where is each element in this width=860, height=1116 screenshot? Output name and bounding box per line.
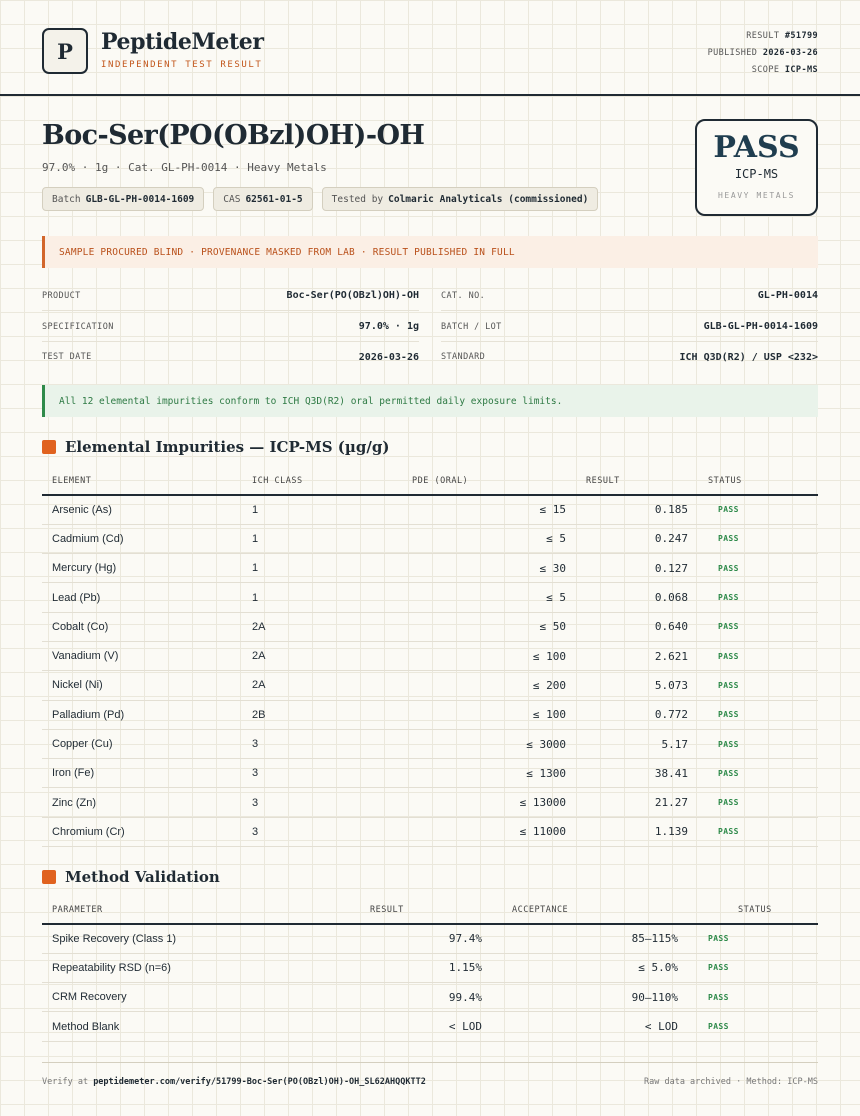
stamp-method: ICP-MS: [734, 167, 779, 181]
status-badge: PASS: [698, 524, 818, 553]
table-row: [42, 729, 818, 758]
pde-cell: ≤ 1300: [402, 759, 576, 788]
ich-class-cell: 2A: [242, 671, 402, 700]
info-test-date: [42, 342, 419, 372]
pde-cell: ≤ 30: [402, 554, 576, 583]
info-value: ICH Q3D(R2) / USP <232>: [679, 351, 818, 363]
ich-class-cell: 3: [242, 817, 402, 846]
verify-text: Verify at peptidemeter.com/verify/51799-Boc-Ser(PO(OBzl)OH)-OH_SL62AHQQKTT2: [42, 1077, 426, 1087]
conformance-note: All 12 elemental impurities conform to ICH Q3D(R2) oral permitted daily exposure limits.: [42, 385, 818, 417]
table-row: [42, 612, 818, 641]
ich-class-cell: 2A: [242, 612, 402, 641]
status-badge: PASS: [698, 583, 818, 612]
element-cell: Vanadium (V): [42, 641, 242, 670]
info-label: SPECIFICATION: [42, 321, 114, 332]
column-header: ICH CLASS: [242, 467, 402, 495]
parameter-cell: Repeatability RSD (n=6): [42, 953, 302, 982]
element-cell: Cobalt (Co): [42, 612, 242, 641]
element-cell: Arsenic (As): [42, 495, 242, 524]
procurement-banner: SAMPLE PROCURED BLIND · PROVENANCE MASKED FROM LAB · RESULT PUBLISHED IN FULL: [42, 236, 818, 268]
report-footer: [42, 1062, 818, 1087]
info-value: GL-PH-0014: [757, 290, 818, 301]
status-badge: PASS: [698, 700, 818, 729]
batch-chip: Batch GLB-GL-PH-0014-1609: [42, 187, 204, 211]
table-row: [42, 700, 818, 729]
status-badge: PASS: [688, 1012, 818, 1041]
pde-cell: ≤ 200: [402, 671, 576, 700]
parameter-cell: CRM Recovery: [42, 983, 302, 1012]
validation-table: [42, 896, 818, 1042]
result-cell: 38.41: [576, 759, 698, 788]
result-cell: 1.139: [576, 817, 698, 846]
ich-class-cell: 1: [242, 554, 402, 583]
status-badge: PASS: [698, 671, 818, 700]
table-row: [42, 671, 818, 700]
acceptance-cell: < LOD: [492, 1012, 688, 1041]
status-badge: PASS: [698, 495, 818, 524]
meta-published: PUBLISHED 2026-03-26: [707, 48, 818, 58]
ich-class-cell: 1: [242, 524, 402, 553]
validation-section-title: [42, 868, 220, 886]
cas-chip: CAS 62561-01-5: [213, 187, 312, 211]
info-label: STANDARD: [441, 352, 486, 362]
parameter-cell: Method Blank: [42, 1012, 302, 1041]
brand-name: PeptideMeter: [101, 29, 264, 55]
table-row: [42, 554, 818, 583]
table-row: [42, 924, 818, 953]
status-badge: PASS: [688, 924, 818, 953]
element-cell: Zinc (Zn): [42, 788, 242, 817]
info-label: PRODUCT: [42, 290, 81, 301]
meta-scope: SCOPE ICP-MS: [751, 65, 818, 75]
impurities-section-title: [42, 438, 389, 456]
status-badge: PASS: [698, 641, 818, 670]
table-row: [42, 788, 818, 817]
status-badge: PASS: [688, 953, 818, 982]
table-row: [42, 641, 818, 670]
element-cell: Chromium (Cr): [42, 817, 242, 846]
table-row: [42, 524, 818, 553]
info-value: GLB-GL-PH-0014-1609: [703, 321, 818, 332]
result-cell: 0.185: [576, 495, 698, 524]
ich-class-cell: 2B: [242, 700, 402, 729]
status-badge: PASS: [698, 729, 818, 758]
table-row: [42, 583, 818, 612]
table-row: [42, 953, 818, 982]
result-cell: 5.17: [576, 729, 698, 758]
pass-stamp: [695, 119, 818, 216]
info-value: 97.0% · 1g: [358, 321, 419, 332]
table-header-row: [42, 896, 818, 924]
column-header: PARAMETER: [42, 896, 302, 924]
info-value: 2026-03-26: [358, 351, 419, 363]
table-row: [42, 983, 818, 1012]
section-heading: Elemental Impurities — ICP-MS (µg/g): [65, 438, 390, 456]
column-header: ELEMENT: [42, 467, 242, 495]
element-cell: Lead (Pb): [42, 583, 242, 612]
brand-tagline: INDEPENDENT TEST RESULT: [101, 60, 263, 70]
element-cell: Palladium (Pd): [42, 700, 242, 729]
info-cat-no: [441, 281, 818, 311]
meta-result: RESULT #51799: [746, 31, 818, 41]
column-header: PDE (ORAL): [402, 467, 576, 495]
ich-class-cell: 1: [242, 583, 402, 612]
logo-icon: P: [42, 28, 88, 74]
info-value: Boc-Ser(PO(OBzl)OH)-OH: [286, 290, 419, 301]
status-badge: PASS: [698, 554, 818, 583]
column-header: RESULT: [302, 896, 492, 924]
product-subtitle: 97.0% · 1g · Cat. GL-PH-0014 · Heavy Metals: [42, 161, 327, 174]
result-cell: 5.073: [576, 671, 698, 700]
table-header-row: [42, 467, 818, 495]
report-meta: [708, 28, 818, 79]
impurities-table: [42, 467, 818, 847]
product-chips: [42, 187, 598, 211]
element-cell: Cadmium (Cd): [42, 524, 242, 553]
result-cell: 21.27: [576, 788, 698, 817]
section-marker-icon: [42, 870, 56, 884]
pde-cell: ≤ 100: [402, 641, 576, 670]
product-title: Boc-Ser(PO(OBzl)OH)-OH: [42, 120, 425, 151]
result-cell: 0.247: [576, 524, 698, 553]
result-cell: 99.4%: [302, 983, 492, 1012]
ich-class-cell: 3: [242, 729, 402, 758]
table-row: [42, 1012, 818, 1041]
acceptance-cell: 85–115%: [492, 924, 688, 953]
info-label: BATCH / LOT: [441, 321, 502, 332]
pde-cell: ≤ 50: [402, 612, 576, 641]
element-cell: Mercury (Hg): [42, 554, 242, 583]
pde-cell: ≤ 5: [402, 583, 576, 612]
tested-by-chip: Tested by Colmaric Analyticals (commissioned): [322, 187, 599, 211]
status-badge: PASS: [698, 817, 818, 846]
result-cell: < LOD: [302, 1012, 492, 1041]
column-header: ACCEPTANCE: [492, 896, 688, 924]
section-marker-icon: [42, 440, 56, 454]
verify-link[interactable]: peptidemeter.com/verify/51799-Boc-Ser(PO(OBzl)OH)-OH_SL62AHQQKTT2: [93, 1077, 426, 1087]
info-label: CAT. NO.: [441, 290, 486, 301]
pde-cell: ≤ 15: [402, 495, 576, 524]
element-cell: Copper (Cu): [42, 729, 242, 758]
stamp-result: PASS: [713, 130, 800, 165]
stamp-category: HEAVY METALS: [718, 191, 795, 200]
acceptance-cell: 90–110%: [492, 983, 688, 1012]
section-heading: Method Validation: [65, 868, 220, 886]
result-cell: 0.640: [576, 612, 698, 641]
pde-cell: ≤ 3000: [402, 729, 576, 758]
footer-note: Raw data archived · Method: ICP-MS: [644, 1077, 818, 1087]
result-cell: 0.127: [576, 554, 698, 583]
column-header: STATUS: [698, 467, 818, 495]
ich-class-cell: 3: [242, 788, 402, 817]
status-badge: PASS: [698, 788, 818, 817]
info-product: [42, 281, 419, 311]
result-cell: 2.621: [576, 641, 698, 670]
status-badge: PASS: [688, 983, 818, 1012]
report-header: [0, 0, 860, 96]
pde-cell: ≤ 5: [402, 524, 576, 553]
pde-cell: ≤ 11000: [402, 817, 576, 846]
pde-cell: ≤ 100: [402, 700, 576, 729]
table-row: [42, 817, 818, 846]
column-header: STATUS: [688, 896, 818, 924]
result-cell: 0.772: [576, 700, 698, 729]
table-row: [42, 495, 818, 524]
column-header: RESULT: [576, 467, 698, 495]
info-standard: [441, 342, 818, 372]
acceptance-cell: ≤ 5.0%: [492, 953, 688, 982]
pde-cell: ≤ 13000: [402, 788, 576, 817]
parameter-cell: Spike Recovery (Class 1): [42, 924, 302, 953]
ich-class-cell: 2A: [242, 641, 402, 670]
info-label: TEST DATE: [42, 352, 92, 362]
ich-class-cell: 1: [242, 495, 402, 524]
element-cell: Nickel (Ni): [42, 671, 242, 700]
table-row: [42, 759, 818, 788]
info-batch: [441, 312, 818, 342]
info-specification: [42, 312, 419, 342]
status-badge: PASS: [698, 612, 818, 641]
element-cell: Iron (Fe): [42, 759, 242, 788]
result-cell: 97.4%: [302, 924, 492, 953]
result-cell: 1.15%: [302, 953, 492, 982]
result-cell: 0.068: [576, 583, 698, 612]
status-badge: PASS: [698, 759, 818, 788]
ich-class-cell: 3: [242, 759, 402, 788]
